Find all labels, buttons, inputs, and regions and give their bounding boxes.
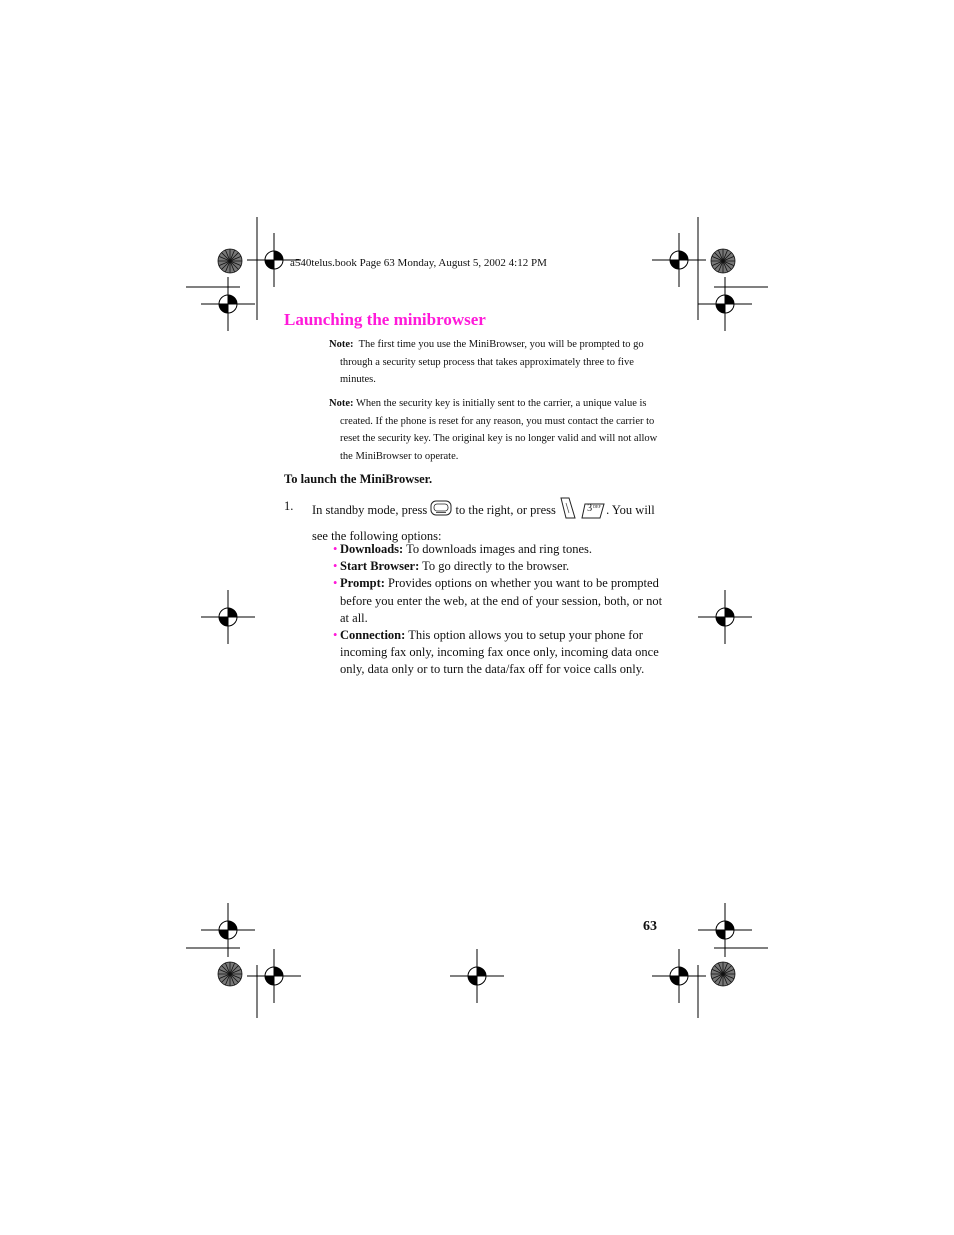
note-label: Note: xyxy=(329,339,354,350)
bullet-icon: • xyxy=(333,559,338,574)
list-item xyxy=(333,558,665,575)
bullet-icon: • xyxy=(333,542,338,556)
option-label: Connection: xyxy=(340,628,406,643)
key-digit: 3 xyxy=(587,503,593,514)
bullet-icon: • xyxy=(333,628,338,643)
option-text: To downloads images and ring tones. xyxy=(406,542,593,556)
navigation-key-icon xyxy=(430,500,452,522)
menu-key-icon xyxy=(559,496,577,526)
note-security-key xyxy=(329,395,664,465)
step-text-part: . You will see the following options: xyxy=(312,502,655,543)
list-item xyxy=(333,541,665,558)
step-text-part: to the right, or press xyxy=(455,502,556,517)
option-label: Start Browser: xyxy=(340,559,420,574)
step-text xyxy=(312,496,664,546)
step-number: 1. xyxy=(284,499,294,513)
list-item xyxy=(333,627,665,679)
note-text: When the security key is initially sent to the carrier, a unique value is created. If the phone is reset for any reason, you must contact the carrier to reset the security key. The original key is no longer valid and will not allow the MiniBrowser to operate. xyxy=(340,398,658,462)
list-item xyxy=(333,575,665,627)
three-def-key-icon xyxy=(580,501,606,521)
note-label: Note: xyxy=(329,398,354,409)
key-letters: DEF xyxy=(593,504,601,509)
step-text-part: In standby mode, press xyxy=(312,502,428,517)
option-text: To go directly to the browser. xyxy=(422,559,570,574)
option-text: This option allows you to setup your phone for incoming fax only, incoming fax once only, incoming data once only, data only or to turn the data/fax off for voice calls only. xyxy=(340,628,659,677)
note-text: The first time you use the MiniBrowser, you will be prompted to go through a security setup process that takes approximately three to five minutes. xyxy=(340,339,644,385)
options-list xyxy=(333,541,665,679)
procedure-heading: To launch the MiniBrowser. xyxy=(284,472,433,486)
book-file-header: a540telus.book Page 63 Monday, August 5, 2002 4:12 PM xyxy=(290,257,547,269)
option-text: Provides options on whether you want to be prompted before you enter the web, at the end of your session, both, or not at all. xyxy=(340,576,663,625)
section-title: Launching the minibrowser xyxy=(284,310,486,329)
bullet-icon: • xyxy=(333,576,338,591)
note-security-setup xyxy=(329,336,664,389)
option-label: Prompt: xyxy=(340,576,385,591)
option-label: Downloads: xyxy=(340,542,404,556)
page-number: 63 xyxy=(643,919,657,934)
